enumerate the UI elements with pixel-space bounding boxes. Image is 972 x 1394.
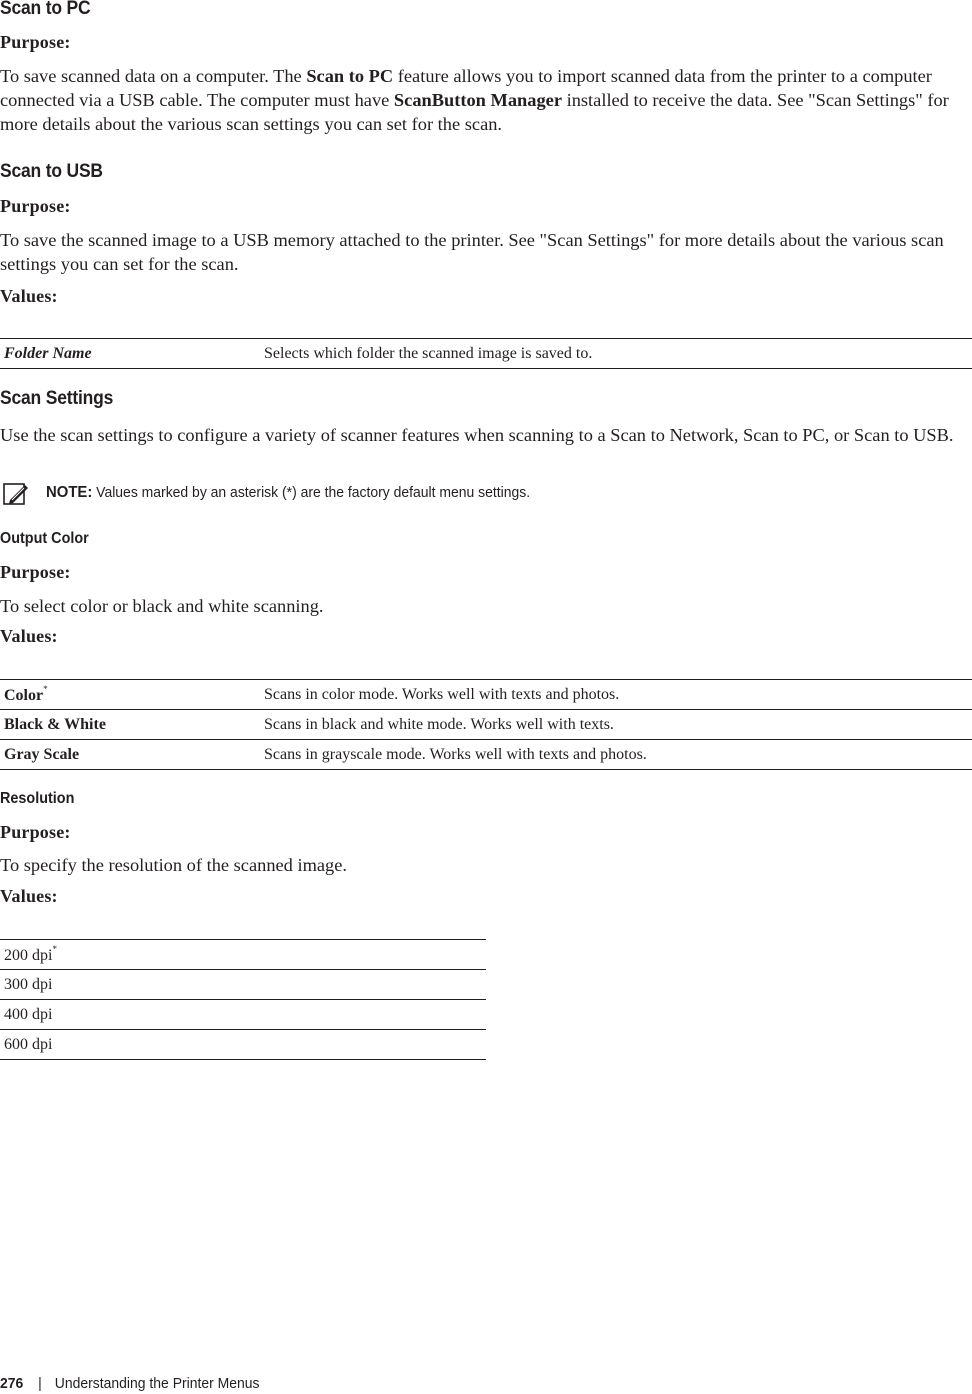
note-label: NOTE: <box>46 484 93 501</box>
resolution-table <box>0 939 486 1060</box>
resolution-purpose-label: Purpose: <box>0 822 71 842</box>
page-footer <box>0 1375 260 1392</box>
output-color-description: To select color or black and white scanning. <box>0 596 324 616</box>
scan-to-pc-heading: Scan to PC <box>0 0 91 19</box>
color-term: Color* <box>0 680 258 710</box>
folder-name-term: Folder Name <box>0 339 258 369</box>
scan-to-usb-description: To save the scanned image to a USB memory attached to the printer. See "Scan Settings" for more details about the various scan settings you can set for the scan. <box>0 230 944 274</box>
folder-name-desc: Selects which folder the scanned image is saved to. <box>258 339 972 369</box>
table-row <box>0 740 972 770</box>
note-box <box>0 480 970 508</box>
scan-to-usb-values-label: Values: <box>0 286 58 306</box>
resolution-heading: Resolution <box>0 790 75 807</box>
resolution-values-label: Values: <box>0 886 58 906</box>
scan-to-pc-purpose-label: Purpose: <box>0 32 71 52</box>
black-white-desc: Scans in black and white mode. Works well with texts. <box>258 710 972 740</box>
default-asterisk: * <box>43 684 48 694</box>
dpi-600: 600 dpi <box>0 1030 486 1060</box>
gray-scale-desc: Scans in grayscale mode. Works well with texts and photos. <box>258 740 972 770</box>
table-row <box>0 1030 486 1060</box>
scan-to-pc-term: Scan to PC <box>306 66 394 86</box>
scan-to-pc-description: To save scanned data on a computer. The Scan to PC feature allows you to import scanned data from the printer to a computer connected via a USB cable. The computer must have ScanButton Manager installed to receive the data. See "Scan Settings" for more details about the various scan settings you can set for the scan. <box>0 66 949 134</box>
scan-to-usb-heading: Scan to USB <box>0 161 103 182</box>
table-row <box>0 970 486 1000</box>
table-row <box>0 710 972 740</box>
dpi-400: 400 dpi <box>0 1000 486 1030</box>
footer-separator: | <box>38 1375 42 1392</box>
scan-to-usb-purpose-label: Purpose: <box>0 196 71 216</box>
output-color-table <box>0 679 972 770</box>
table-row <box>0 680 972 710</box>
table-row <box>0 1000 486 1030</box>
note-text: NOTE: Values marked by an asterisk (*) are the factory default menu settings. <box>46 484 531 501</box>
resolution-description: To specify the resolution of the scanned image. <box>0 855 348 875</box>
pencil-note-icon <box>3 481 29 512</box>
dpi-200: 200 dpi* <box>0 940 486 970</box>
folder-name-table <box>0 338 972 369</box>
scan-settings-heading: Scan Settings <box>0 388 114 409</box>
color-desc: Scans in color mode. Works well with texts and photos. <box>258 680 972 710</box>
output-color-heading: Output Color <box>0 530 89 547</box>
scanbutton-manager-term: ScanButton Manager <box>393 90 562 110</box>
black-white-term: Black & White <box>0 710 258 740</box>
output-color-purpose-label: Purpose: <box>0 562 71 582</box>
default-asterisk: * <box>52 944 57 954</box>
page-number: 276 <box>0 1375 24 1392</box>
table-row <box>0 940 486 970</box>
gray-scale-term: Gray Scale <box>0 740 258 770</box>
chapter-title: Understanding the Printer Menus <box>54 1375 260 1392</box>
dpi-300: 300 dpi <box>0 970 486 1000</box>
table-row <box>0 339 972 369</box>
scan-settings-description: Use the scan settings to configure a variety of scanner features when scanning to a Scan to Network, Scan to PC, or Scan to USB. <box>0 425 954 445</box>
output-color-values-label: Values: <box>0 626 58 646</box>
